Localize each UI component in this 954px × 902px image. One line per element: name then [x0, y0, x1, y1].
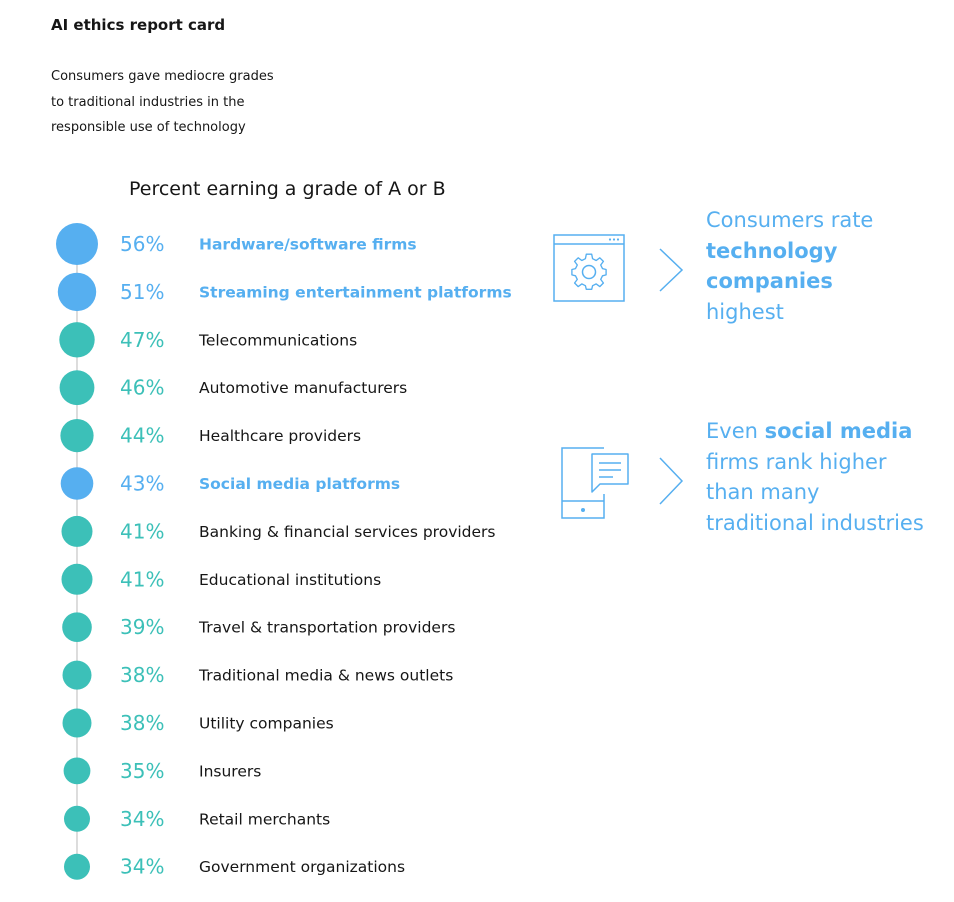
bubble-mark	[56, 223, 98, 265]
value-label: 39%	[120, 615, 165, 640]
value-label: 34%	[120, 854, 165, 879]
bubble-mark	[63, 709, 92, 738]
bubble-mark	[62, 564, 93, 595]
callout-line: companies	[706, 269, 833, 293]
bubble-mark	[62, 516, 93, 547]
bubble-mark	[64, 758, 91, 785]
subtitle-line: to traditional industries in the	[51, 94, 245, 110]
bubble-mark	[59, 322, 94, 357]
subtitle-line: Consumers gave mediocre grades	[51, 69, 274, 84]
category-label: Healthcare providers	[199, 427, 362, 446]
callout-line: firms rank higher	[706, 449, 887, 474]
category-label: Social media platforms	[199, 475, 401, 493]
category-label: Retail merchants	[199, 810, 331, 829]
category-label: Insurers	[199, 762, 262, 781]
category-label: Banking & financial services providers	[199, 522, 496, 541]
bubble-mark	[63, 661, 92, 690]
bubble-mark	[60, 419, 93, 452]
mobile-chat-icon	[558, 444, 688, 522]
subtitle-line: responsible use of technology	[51, 120, 246, 135]
value-label: 35%	[120, 758, 165, 783]
bubble-mark	[58, 273, 96, 311]
callout-line: technology	[706, 238, 838, 263]
category-label: Automotive manufacturers	[199, 379, 408, 398]
category-label: Streaming entertainment platforms	[199, 283, 512, 302]
bubble-mark	[61, 467, 94, 500]
value-label: 41%	[120, 567, 165, 592]
bubble-mark	[60, 370, 95, 405]
value-label: 34%	[120, 806, 165, 831]
category-label: Travel & transportation providers	[199, 618, 456, 637]
category-label: Government organizations	[199, 858, 406, 877]
callout-social-media	[706, 416, 924, 538]
bubble-mark	[62, 612, 92, 642]
chart-title: Percent earning a grade of A or B	[129, 178, 446, 200]
callout-line: highest	[706, 299, 784, 324]
callout-line: traditional industries	[706, 510, 924, 535]
callout-line: Consumers rate	[706, 208, 874, 232]
value-label: 46%	[120, 375, 165, 400]
value-label: 56%	[120, 232, 165, 256]
gear-window-icon	[552, 233, 688, 305]
value-label: 47%	[120, 327, 165, 352]
value-label: 43%	[120, 471, 165, 496]
value-label: 38%	[120, 663, 165, 688]
bubble-mark	[64, 854, 90, 880]
callout-line: than many	[706, 480, 820, 504]
value-label: 51%	[120, 279, 165, 304]
callout-line: Even social media	[706, 419, 913, 443]
bubble-mark	[64, 806, 90, 832]
report-title: AI ethics report card	[51, 16, 226, 34]
callout-technology	[706, 205, 873, 327]
value-label: 38%	[120, 711, 165, 735]
category-label: Utility companies	[199, 714, 334, 733]
category-label: Traditional media & news outlets	[199, 666, 454, 685]
category-label: Telecommunications	[199, 331, 358, 350]
category-label: Educational institutions	[199, 570, 382, 589]
category-label: Hardware/software firms	[199, 235, 417, 254]
value-label: 44%	[120, 423, 165, 448]
value-label: 41%	[120, 519, 165, 544]
